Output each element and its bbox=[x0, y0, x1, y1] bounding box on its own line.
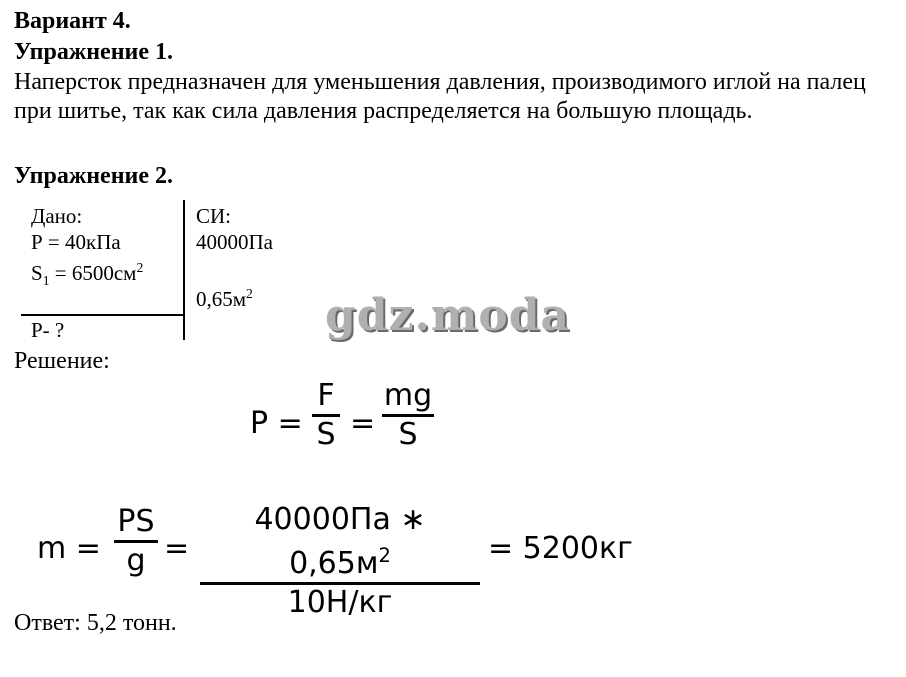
formula1-fraction-f-s bbox=[312, 378, 340, 453]
si-area-exponent: 2 bbox=[246, 286, 253, 301]
formula2-result: = 5200кг bbox=[488, 531, 633, 566]
given-area-value: = 6500см bbox=[49, 261, 137, 285]
si-header: СИ: bbox=[196, 204, 232, 228]
formula1-frac1-numerator: F bbox=[317, 378, 335, 413]
exercise-1-title: Упражнение 1. bbox=[14, 39, 174, 65]
given-header: Дано: bbox=[31, 204, 83, 228]
given-area-subscript: 1 bbox=[42, 273, 50, 289]
si-area bbox=[196, 282, 253, 311]
solution-label: Решение: bbox=[14, 348, 110, 374]
given-horizontal-divider bbox=[21, 314, 183, 316]
given-pressure: Р = 40кПа bbox=[31, 230, 121, 254]
given-area-symbol: S bbox=[31, 261, 43, 285]
given-find: Р- ? bbox=[31, 318, 65, 342]
formula2-frac2-denominator: 10Н/кг bbox=[287, 585, 393, 620]
formula2-frac2-numerator bbox=[200, 502, 480, 582]
given-area bbox=[31, 256, 143, 293]
given-area-exponent: 2 bbox=[136, 260, 144, 275]
variant-title: Вариант 4. bbox=[14, 8, 131, 34]
formula2-fraction-values bbox=[200, 502, 480, 621]
formula1-frac1-denominator: S bbox=[316, 417, 336, 452]
formula2-fraction-ps-g bbox=[114, 504, 158, 579]
formula1-fraction-mg-s bbox=[382, 378, 434, 453]
formula2-frac1-denominator: g bbox=[126, 543, 146, 578]
formula2-equals: = bbox=[164, 531, 190, 566]
si-pressure: 40000Па bbox=[196, 230, 273, 254]
formula1-frac2-numerator: mg bbox=[383, 378, 433, 413]
formula2-lhs: m = bbox=[37, 531, 101, 566]
exercise-2-title: Упражнение 2. bbox=[14, 163, 174, 189]
si-area-value: 0,65м bbox=[196, 287, 247, 311]
formula1-equals: = bbox=[350, 406, 376, 441]
exercise-1-text: Наперсток предназначен для уменьшения давления, производимого иглой на палец при шитье, так как сила давления распределяется на большую площадь. bbox=[14, 69, 866, 124]
watermark: gdz.moda bbox=[325, 290, 571, 341]
formula1-frac2-denominator: S bbox=[398, 417, 418, 452]
answer: Ответ: 5,2 тонн. bbox=[14, 610, 177, 636]
formula2-numerator-exponent: 2 bbox=[378, 544, 391, 567]
formula1-lhs: P = bbox=[250, 406, 303, 441]
formula2-frac1-numerator: PS bbox=[117, 504, 155, 539]
given-vertical-divider bbox=[183, 200, 185, 340]
formula2-numerator-text: 40000Па ∗ 0,65м bbox=[254, 502, 426, 581]
